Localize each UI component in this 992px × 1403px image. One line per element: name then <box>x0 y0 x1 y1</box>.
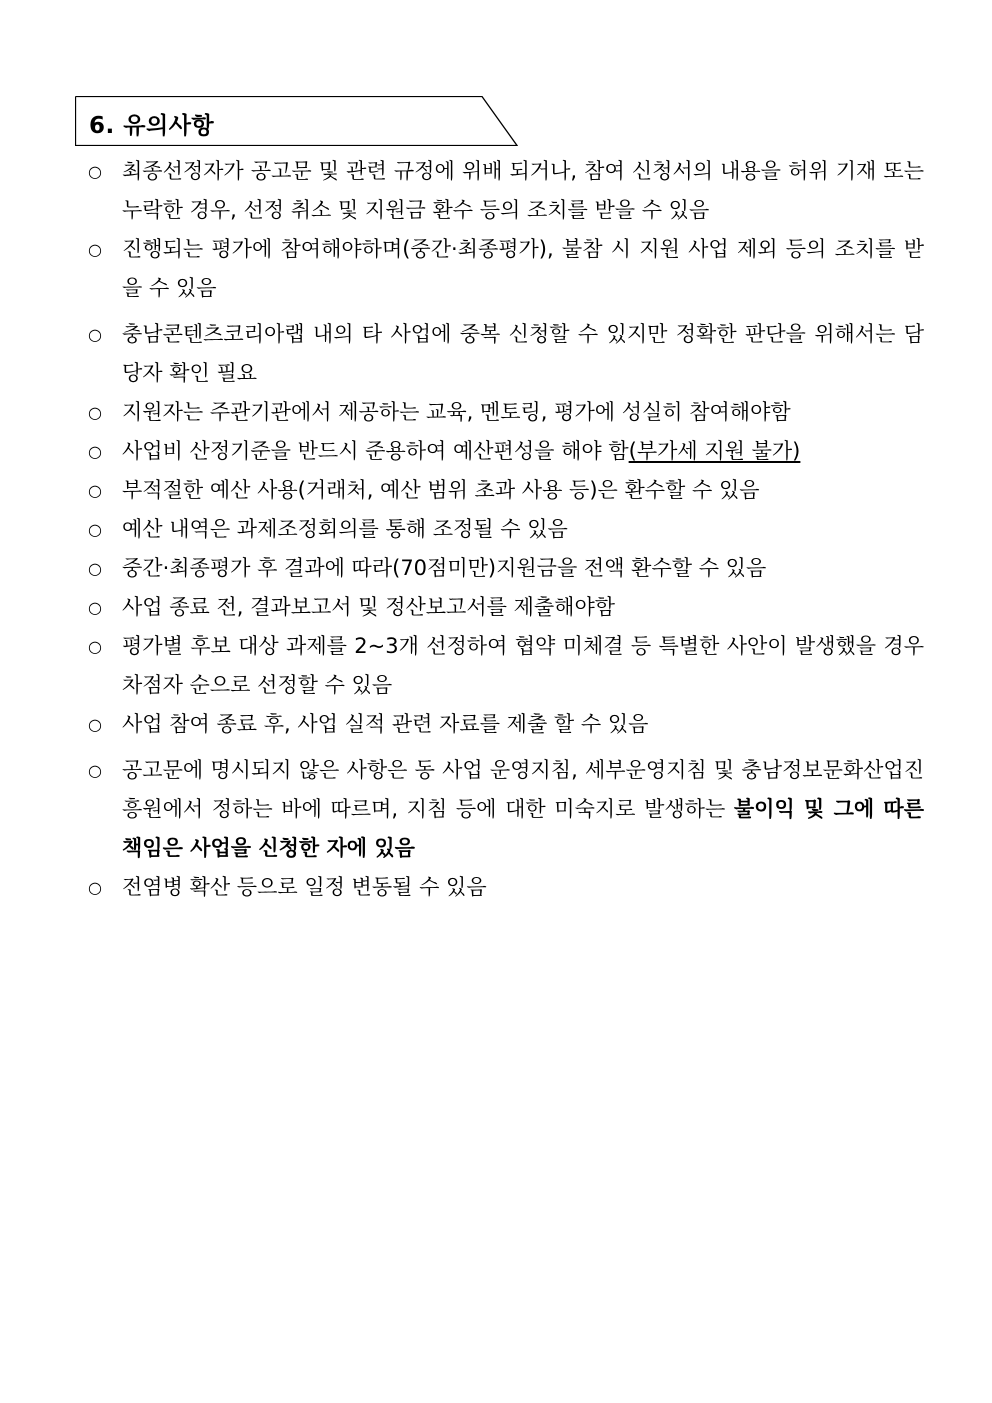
note-item <box>86 751 924 868</box>
note-text: 공고문에 명시되지 않은 사항은 동 사업 운영지침, 세부운영지침 및 충남정보문화산업진흥원에서 정하는 바에 따르며, 지침 등에 대한 미숙지로 발생하는 <box>122 758 924 821</box>
note-item <box>86 510 924 549</box>
section-title-text: 유의사항 <box>123 113 215 139</box>
note-item <box>86 230 924 308</box>
note-item <box>86 152 924 230</box>
bullet-icon: ○ <box>88 761 102 780</box>
note-text: 지원자는 주관기관에서 제공하는 교육, 멘토링, 평가에 성실히 참여해야함 <box>122 400 791 424</box>
bullet-icon: ○ <box>88 325 102 344</box>
note-text: 중간·최종평가 후 결과에 따라(70점미만)지원금을 전액 환수할 수 있음 <box>122 556 767 580</box>
note-item <box>86 393 924 432</box>
note-text: 예산 내역은 과제조정회의를 통해 조정될 수 있음 <box>122 517 568 541</box>
note-text: 평가별 후보 대상 과제를 2~3개 선정하여 협약 미체결 등 특별한 사안이 발생했을 경우 차점자 순으로 선정할 수 있음 <box>122 634 924 697</box>
note-item <box>86 315 924 393</box>
note-text: 부적절한 예산 사용(거래처, 예산 범위 초과 사용 등)은 환수할 수 있음 <box>122 478 760 502</box>
section-number: 6. <box>89 113 115 139</box>
section-title <box>89 107 214 140</box>
note-text: 사업비 산정기준을 반드시 준용하여 예산편성을 해야 함 <box>122 439 629 463</box>
bullet-icon: ○ <box>88 442 102 461</box>
note-item <box>86 868 924 907</box>
note-text: 진행되는 평가에 참여해야하며(중간·최종평가), 불참 시 지원 사업 제외 등의 조치를 받을 수 있음 <box>122 237 924 300</box>
note-text-wrap <box>122 432 924 471</box>
note-item <box>86 588 924 627</box>
bullet-icon: ○ <box>88 878 102 897</box>
bullet-icon: ○ <box>88 598 102 617</box>
note-text: 사업 종료 전, 결과보고서 및 정산보고서를 제출해야함 <box>122 595 616 619</box>
note-underlined-text: (부가세 지원 불가) <box>628 439 801 463</box>
note-text: 사업 참여 종료 후, 사업 실적 관련 자료를 제출 할 수 있음 <box>122 712 649 736</box>
note-text-wrap <box>122 751 924 868</box>
bullet-icon: ○ <box>88 559 102 578</box>
note-item <box>86 471 924 510</box>
bullet-icon: ○ <box>88 162 102 181</box>
note-item <box>86 432 924 471</box>
bullet-icon: ○ <box>88 637 102 656</box>
note-item <box>86 549 924 588</box>
bullet-icon: ○ <box>88 403 102 422</box>
notes-list <box>86 152 924 907</box>
note-bold-text: 불이익 및 그에 따른 책임은 사업을 신청한 자에 있음 <box>122 797 924 860</box>
note-text: 전염병 확산 등으로 일정 변동될 수 있음 <box>122 875 487 899</box>
bullet-icon: ○ <box>88 715 102 734</box>
note-item <box>86 627 924 705</box>
note-item <box>86 705 924 744</box>
note-text: 충남콘텐츠코리아랩 내의 타 사업에 중복 신청할 수 있지만 정확한 판단을 위해서는 담당자 확인 필요 <box>122 322 924 385</box>
bullet-icon: ○ <box>88 240 102 259</box>
section-header <box>75 96 518 146</box>
note-text: 최종선정자가 공고문 및 관련 규정에 위배 되거나, 참여 신청서의 내용을 허위 기재 또는 누락한 경우, 선정 취소 및 지원금 환수 등의 조치를 받을 수 있음 <box>122 159 924 222</box>
bullet-icon: ○ <box>88 520 102 539</box>
bullet-icon: ○ <box>88 481 102 500</box>
